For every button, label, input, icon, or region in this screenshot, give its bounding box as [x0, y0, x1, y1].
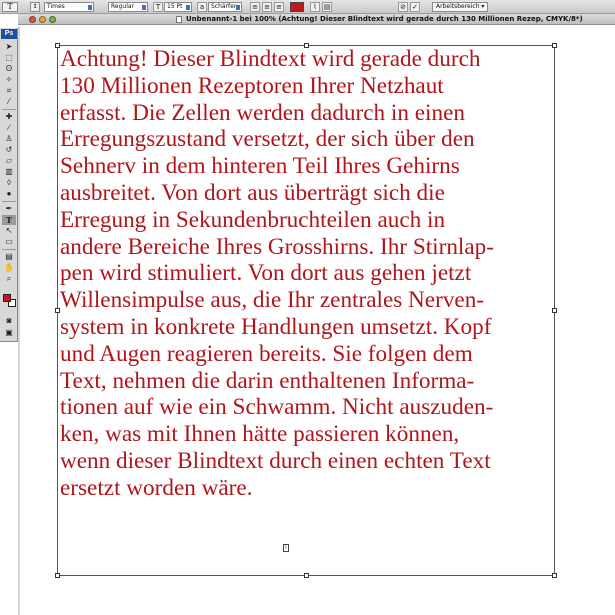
zoom-tool-icon[interactable]: ⌕ [6, 274, 12, 283]
antialias-icon: a [197, 2, 207, 12]
text-line: system in konkrete Handlungen umsetzt. Kopf [60, 313, 492, 340]
paragraph-text[interactable] [60, 46, 556, 502]
toolbox-separator [2, 249, 16, 250]
text-line: ausbreitet. Von dort aus überträgt sich die [60, 179, 445, 206]
eyedropper-tool-icon[interactable]: ⁄ [8, 97, 10, 106]
dodge-tool-icon[interactable]: ● [6, 189, 12, 198]
resize-handle-bottom-right[interactable] [552, 573, 557, 578]
font-size-dropdown[interactable]: 15 Pt [164, 2, 192, 12]
align-left-icon[interactable]: ≡ [250, 2, 260, 12]
antialias-dropdown[interactable]: Schärfer [208, 2, 242, 12]
minimize-window-icon[interactable] [39, 16, 46, 23]
text-line: 130 Millionen Rezeptoren Ihrer Netzhaut [60, 72, 444, 99]
resize-handle-bottom-middle[interactable] [304, 573, 309, 578]
foreground-color-swatch[interactable] [3, 294, 11, 302]
gradient-tool-icon[interactable]: ▥ [5, 167, 13, 176]
warp-text-icon[interactable]: ⌇ [310, 2, 320, 12]
tool-preset-picker[interactable]: T [2, 2, 18, 12]
align-right-icon[interactable]: ≡ [274, 2, 284, 12]
document-icon [176, 16, 182, 23]
workspace-dropdown[interactable]: Arbeitsbereich ▾ [432, 2, 488, 12]
font-style-dropdown[interactable]: Regular [108, 2, 148, 12]
canvas-edge [18, 26, 20, 615]
text-line: Erregung in Sekundenbruchteilen auch in [60, 206, 446, 233]
crop-tool-icon[interactable]: ⌗ [6, 86, 12, 95]
options-bar [0, 0, 615, 14]
commit-edit-icon[interactable]: ✓ [410, 2, 420, 12]
text-line: Erregungszustand versetzt, der sich über den [60, 126, 475, 153]
font-family-dropdown[interactable]: Times [44, 2, 94, 12]
lasso-tool-icon[interactable]: ʘ [5, 64, 13, 73]
blur-tool-icon[interactable]: ◊ [7, 178, 11, 187]
font-size-icon: T [153, 2, 163, 12]
text-line: wenn dieser Blindtext durch einen echten Text [60, 447, 491, 474]
text-line: ersetzt worden wäre. [60, 474, 253, 501]
toolbox-separator [2, 201, 16, 202]
character-panel-icon[interactable]: ▤ [323, 3, 331, 11]
text-line: Text, nehmen die darin enthaltenen Informa- [60, 367, 475, 394]
close-window-icon[interactable] [29, 16, 36, 23]
text-line: und Augen reagieren bereits. Sie folgen dem [60, 340, 473, 367]
path-selection-tool-icon[interactable]: ↖ [5, 226, 13, 235]
text-line: Sehnerv in dem hinteren Teil Ihres Gehirns [60, 153, 460, 180]
align-center-icon[interactable]: ≡ [262, 2, 272, 12]
workspace-label: Arbeitsbereich [436, 3, 480, 10]
brush-tool-icon[interactable]: ∕ [8, 123, 10, 132]
text-line: Willensimpulse aus, die Ihr zentrales Nerven- [60, 287, 485, 314]
text-bounding-box[interactable] [57, 45, 555, 576]
text-orientation-toggle-icon[interactable]: ↕ [30, 2, 40, 12]
photoshop-logo: Ps [1, 29, 17, 39]
window-title: Unbenannt-1 bei 100% (Achtung! Dieser Blindtext wird gerade durch 130 Millionen Rezep, CMYK/8*) [186, 15, 583, 23]
shape-tool-icon[interactable]: ▭ [5, 237, 13, 246]
zoom-window-icon[interactable] [49, 16, 56, 23]
resize-handle-bottom-left[interactable] [55, 573, 60, 578]
hand-tool-icon[interactable]: ✋ [4, 263, 14, 272]
cancel-edit-icon[interactable]: ⊘ [398, 2, 408, 12]
document-title-bar [18, 14, 615, 25]
text-color-swatch[interactable] [290, 2, 304, 12]
toolbox-separator [2, 109, 16, 110]
text-line: erfasst. Die Zellen werden dadurch in einen [60, 99, 465, 126]
clone-stamp-tool-icon[interactable]: ♙ [5, 134, 13, 143]
eraser-tool-icon[interactable]: ▱ [5, 156, 13, 165]
text-insertion-cursor-icon: I [283, 544, 289, 552]
type-tool-icon[interactable]: T [2, 215, 16, 225]
toolbox [0, 28, 18, 342]
text-line: Achtung! Dieser Blindtext wird gerade durch [60, 46, 481, 72]
text-line: tionen auf wie ein Schwamm. Nicht auszuden- [60, 394, 494, 421]
move-tool-icon[interactable]: ➤ [5, 42, 13, 51]
text-line: ken, was mit Ihnen hätte passieren können, [60, 421, 460, 448]
pen-tool-icon[interactable]: ✒ [5, 204, 13, 213]
magic-wand-tool-icon[interactable]: ✧ [5, 75, 13, 84]
history-brush-tool-icon[interactable]: ↺ [5, 145, 13, 154]
text-line: andere Bereiche Ihres Grosshirns. Ihr Stirnlap- [60, 233, 494, 260]
marquee-tool-icon[interactable]: ⬚ [5, 53, 13, 62]
healing-brush-tool-icon[interactable]: ✚ [5, 112, 13, 121]
notes-tool-icon[interactable]: ▤ [5, 252, 13, 261]
screen-mode-icon[interactable]: ▣ [5, 328, 13, 337]
text-line: pen wird stimuliert. Von dort aus gehen jetzt [60, 260, 472, 287]
quick-mask-icon[interactable]: ◙ [6, 316, 12, 325]
